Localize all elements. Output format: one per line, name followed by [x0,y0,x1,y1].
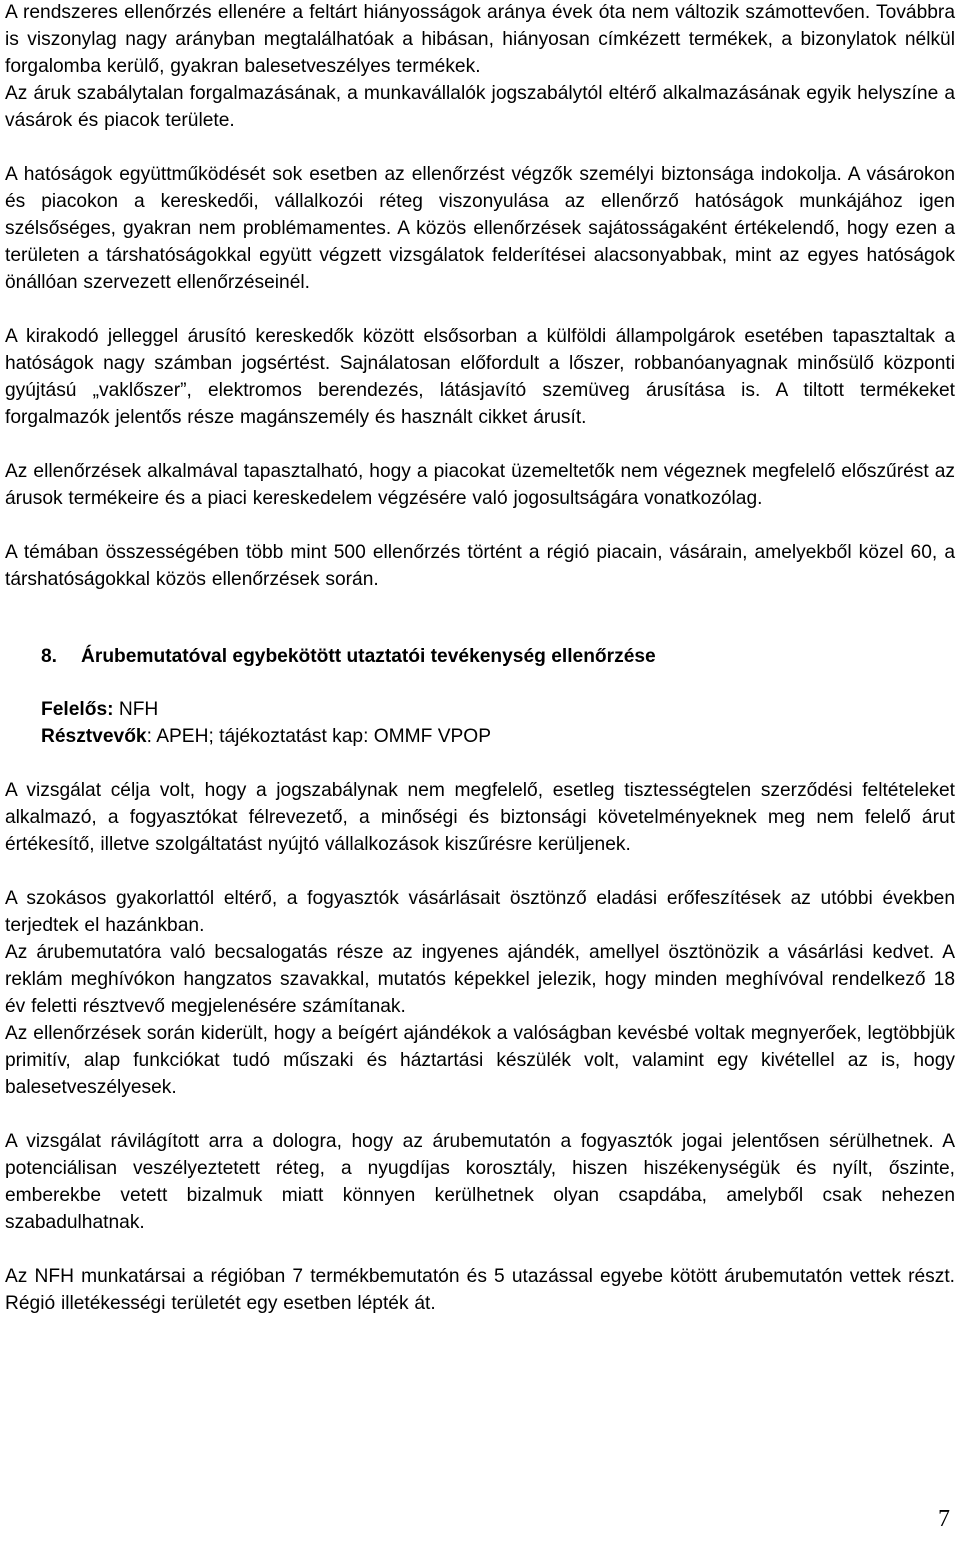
section-responsibles [5,696,955,750]
paragraph-hianyossagok: A rendszeres ellenőrzés ellenére a feltárt hiányosságok aránya évek óta nem változik számottevően. Továbbra is viszonylag nagy arányban megtalálhatóak a hibásan, hiányosan címkézett termékek, a bizonylatok nélkül forgalomba kerülő, gyakran balesetveszélyes termékek. [5,2,955,77]
section-heading [5,643,955,670]
paragraph-vizsgalat-celja: A vizsgálat célja volt, hogy a jogszabálynak nem megfelelő, esetleg tisztességtelen szerződési feltételeket alkalmazó, a fogyasztókat félrevezető, a minőségi és biztonsági követelményeknek meg nem felelő árut értékesítő, illetve szolgáltatást nyújtó vállalkozások kiszűrésre kerüljenek. [5,780,955,855]
participants-value: : APEH; tájékoztatást kap: OMMF VPOP [146,726,492,747]
paragraph-fogyasztok-jogai: A vizsgálat rávilágított arra a dologra, hogy az árubemutatón a fogyasztók jogai jelentősen sérülhetnek. A potenciálisan veszélyeztetett réteg, a nyugdíjas korosztály, hiszen hiszékenységük és nyílt, őszinte, emberekbe vetett bizalmuk miatt könnyen kerülhetnek olyan csapdába, amelyből csak nehezen szabadulhatnak. [5,1131,955,1233]
paragraph-szokasos-gyakorlat: A szokásos gyakorlattól eltérő, a fogyasztók vásárlásait ösztönző eladási erőfeszítések az utóbbi években terjedtek el hazánkban. [5,888,955,936]
paragraph-becsalogatas: Az árubemutatóra való becsalogatás része az ingyenes ajándék, amellyel ösztönözik a vásárlási kedvet. A reklám meghívókon hangzatos szavakkal, mutatós képekkel jelezik, hogy minden meghívóval rendelkező 18 év feletti résztvevő megjelenésére számítanak. [5,942,955,1017]
responsible-line [41,696,955,723]
paragraph-kirakodo: A kirakodó jelleggel árusító kereskedők között elsősorban a külföldi állampolgárok esetében tapasztaltak a hatóságok nagy számban jogsértést. Sajnálatosan előfordult a lőszer, robbanóanyagnak minősülő központi gyújtású „vaklőszer”, elektromos berendezés, látásjavító szemüveg árusítása is. A tiltott termékeket forgalmazók jelentős része magánszemély és használt cikket árusít. [5,326,955,428]
responsible-label: Felelős: [41,699,114,720]
paragraph-hatosagok: A hatóságok együttműködését sok esetben az ellenőrzést végzők személyi biztonsága indokolja. A vásárokon és piacokon a kereskedői, vállalkozói réteg viszonyulása az ellenőrző hatóságok munkájához igen szélsőséges, gyakran nem problémamentes. A közös ellenőrzések sajátosságaként értékelendő, hogy ezen a területen a társhatóságokkal együtt végzett vizsgálatok felderítései alacsonyabbak, mint az egyes hatóságok önállóan szervezett ellenőrzéseinél. [5,164,955,293]
paragraph-piacok-uzemeltetok: Az ellenőrzések alkalmával tapasztalható, hogy a piacokat üzemeltetők nem végeznek megfelelő előszűrést az árusok termékeire és a piaci kereskedelem végzésére való jogosultságára vonatkozólag. [5,461,955,509]
responsible-value: NFH [113,699,159,720]
section-title: Árubemutatóval egybekötött utaztatói tevékenység ellenőrzése [81,646,656,667]
paragraph-nfh-munkatarsai: Az NFH munkatársai a régióban 7 termékbemutatón és 5 utazással egyebe kötött árubemutatón vettek részt. Régió illetékességi területét egy esetben lépték át. [5,1266,955,1314]
section-number: 8. [41,646,58,667]
document-page [5,0,955,1317]
page-number: 7 [938,1506,950,1532]
participants-line [41,723,955,750]
paragraph-ajandekok: Az ellenőrzések során kiderült, hogy a beígért ajándékok a valóságban kevésbé voltak megnyerőek, legtöbbjük primitív, alap funkciókat tudó műszaki és háztartási készülék volt, valamint egy kivétellel az is, hogy balesetveszélyesek. [5,1023,955,1098]
paragraph-osszesites: A témában összességében több mint 500 ellenőrzés történt a régió piacain, vásárain, amelyekből közel 60, a társhatóságokkal közös ellenőrzések során. [5,542,955,590]
participants-label: Résztvevők [41,726,147,747]
paragraph-vasarok: Az áruk szabálytalan forgalmazásának, a munkavállalók jogszabálytól eltérő alkalmazásának egyik helyszíne a vásárok és piacok területe. [5,83,955,131]
